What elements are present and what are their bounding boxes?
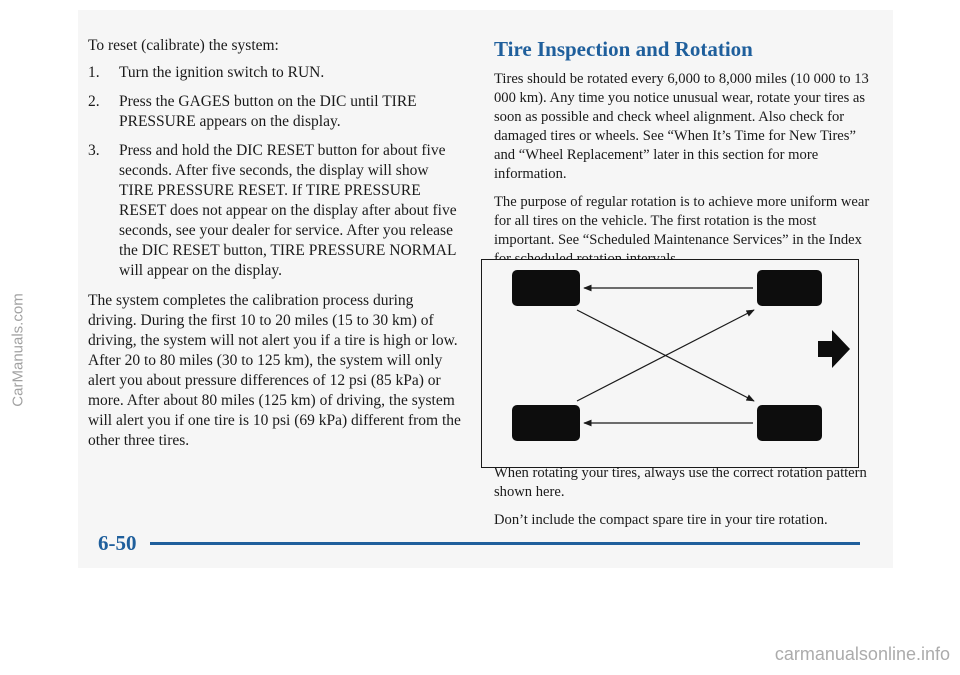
tire-front-left [512, 270, 580, 306]
calibration-paragraph: The system completes the calibration process during driving. During the first 10 to 20 miles (15 to 30 km) of driving, the system will not alert you if a tire is high or low. After 20 to 80 miles (30 to 125 km), the system will only alert you about pressure differences of 12 psi (85 kPa) or more. After about 80 miles (125 km) of driving, the system will alert you if one tire is 10 psi (69 kPa) different from the other three tires. [88, 292, 461, 449]
step-text: Press the GAGES button on the DIC until TIRE PRESSURE appears on the display. [119, 93, 417, 130]
step-text: Press and hold the DIC RESET button for about five seconds. After five seconds, the display will show TIRE PRESSURE RESET. If TIRE PRESSURE RESET does not appear on the display after about five seconds, see your dealer for service. After you release the DIC RESET button, TIRE PRESSURE NORMAL will appear on the display. [119, 142, 457, 279]
reset-steps-list [88, 63, 463, 281]
reset-step-3 [88, 141, 463, 281]
right-column [494, 36, 874, 278]
reset-step-1 [88, 63, 463, 83]
left-column [88, 36, 463, 451]
step-number: 1. [88, 64, 100, 81]
right-arrow-icon [818, 330, 850, 368]
tire-rear-right [757, 405, 822, 441]
section-heading: Tire Inspection and Rotation [494, 37, 753, 61]
rotation-purpose-paragraph: The purpose of regular rotation is to achieve more uniform wear for all tires on the vehicle. The first rotation is the most important. See “Scheduled Maintenance Services” in the Index [494, 194, 870, 248]
rotation-pattern-svg [482, 260, 857, 466]
footer-rule [150, 542, 860, 545]
reset-intro: To reset (calibrate) the system: [88, 37, 279, 54]
page-number: 6-50 [98, 531, 137, 555]
step-text: Turn the ignition switch to RUN. [119, 64, 325, 81]
tire-rear-left [512, 405, 580, 441]
rotation-pattern-caption: When rotating your tires, always use the correct rotation pattern shown here. [494, 465, 867, 500]
rotation-interval-paragraph: Tires should be rotated every 6,000 to 8,000 miles (10 000 to 13 000 km). Any time you notice unusual wear, rotate your tires as soon as possible and check wheel alignment. Also check for damaged tires or wheels. See “When It’s Time for New Tires” and “Wheel Replacement” later in this section for more information. [494, 71, 869, 182]
bottom-watermark: carmanualsonline.info [774, 644, 950, 664]
reset-step-2 [88, 92, 463, 132]
spare-tire-note: Don’t include the compact spare tire in your tire rotation. [494, 512, 828, 528]
diagram-caption [494, 464, 874, 539]
step-number: 3. [88, 142, 100, 159]
side-watermark-text: CarManuals.com [9, 293, 27, 407]
tire-front-right [757, 270, 822, 306]
step-number: 2. [88, 93, 100, 110]
side-watermark [6, 200, 30, 500]
tire-rotation-diagram [481, 259, 859, 468]
